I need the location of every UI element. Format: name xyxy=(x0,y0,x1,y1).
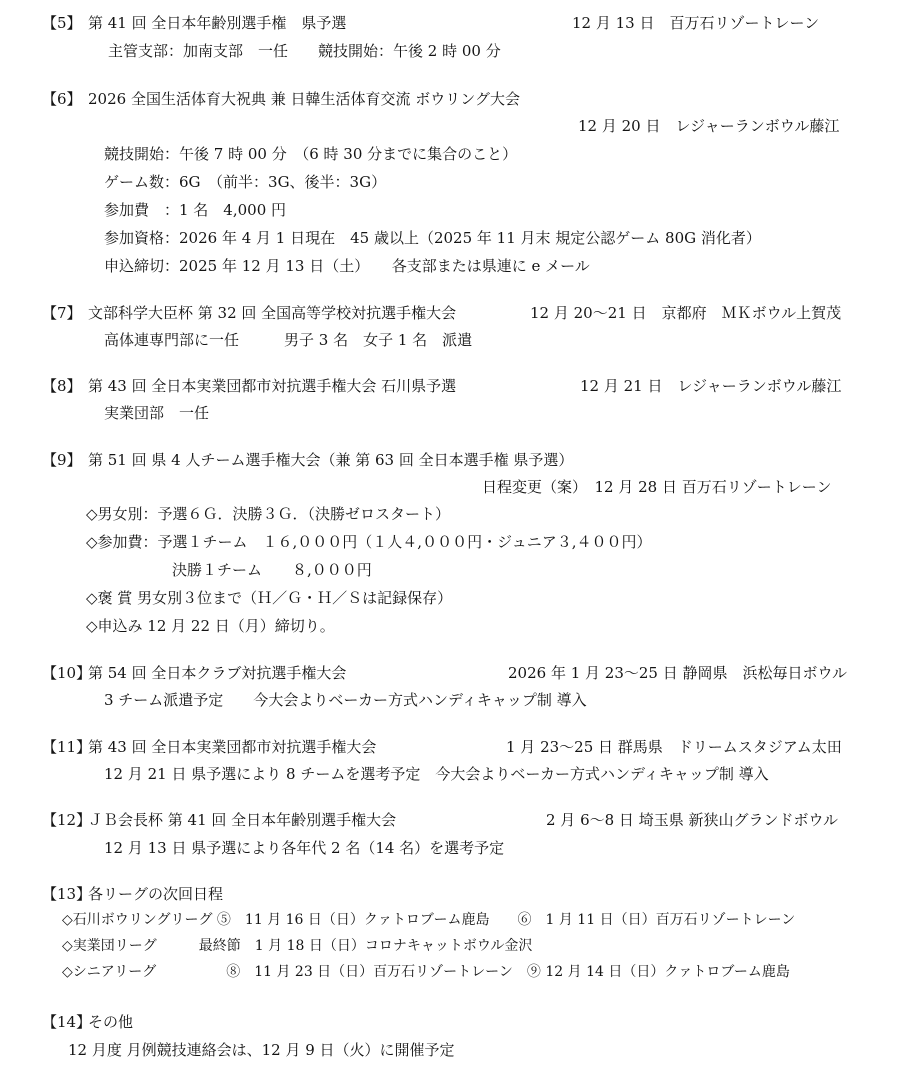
section-title: 第 41 回 全日本年齢別選手権 県予選 xyxy=(88,14,347,32)
section-detail: 12 月度 月例競技連絡会は、12 月 9 日（火）に開催予定 xyxy=(68,1041,455,1059)
section-date-venue: 1 月 23～25 日 群馬県 ドリームスタジアム太田 xyxy=(506,738,842,756)
section-detail: 高体連専門部に一任 男子 3 名 女子 1 名 派遣 xyxy=(104,331,473,349)
section-detail: 12 月 13 日 県予選により各年代 2 名（14 名）を選考予定 xyxy=(104,839,505,857)
section-number: 【14】 xyxy=(42,1013,92,1031)
section-detail: 3 チーム派遣予定 今大会よりベーカー方式ハンディキャップ制 導入 xyxy=(104,691,587,709)
section-number: 【8】 xyxy=(42,377,82,395)
section-date-venue: 12 月 13 日 百万石リゾートレーン xyxy=(572,14,820,32)
section-detail: ゲーム数：6G （前半：3G、後半：3G） xyxy=(104,173,387,191)
section-number: 【12】 xyxy=(42,811,92,829)
section-detail: ◇褒 賞 男女別３位まで（Ｈ／Ｇ・Ｈ／Ｓは記録保存） xyxy=(86,589,453,607)
section-detail: 申込締切：2025 年 12 月 13 日（土） 各支部または県連に e メール xyxy=(104,257,590,275)
section-date-venue: 12 月 21 日 レジャーランボウル藤江 xyxy=(580,377,842,395)
section-number: 【11】 xyxy=(42,738,92,756)
section-date-venue: 2026 年 1 月 23～25 日 静岡県 浜松毎日ボウル xyxy=(508,664,848,682)
section-detail: ◇男女別：予選６Ｇ．決勝３Ｇ．（決勝ゼロスタート） xyxy=(86,505,451,523)
section-date-venue: 12 月 20 日 レジャーランボウル藤江 xyxy=(578,117,840,135)
section-number: 【9】 xyxy=(42,451,82,469)
section-date-venue: 日程変更（案） 12 月 28 日 百万石リゾートレーン xyxy=(482,478,832,496)
section-detail: 12 月 21 日 県予選により 8 チームを選考予定 今大会よりベーカー方式ハンディキャップ制 導入 xyxy=(104,765,769,783)
section-title: 2026 全国生活体育大祝典 兼 日韓生活体育交流 ボウリング大会 xyxy=(88,90,520,108)
section-number: 【13】 xyxy=(42,885,92,903)
section-title: 第 43 回 全日本実業団都市対抗選手権大会 xyxy=(88,738,377,756)
section-detail: 決勝１チーム ８,０００円 xyxy=(172,561,372,579)
league-row: ◇実業団リーグ 最終節 1 月 18 日（日）コロナキャットボウル金沢 xyxy=(62,938,533,954)
section-title: 第 51 回 県 4 人チーム選手権大会（兼 第 63 回 全日本選手権 県予選） xyxy=(88,451,574,469)
section-title: その他 xyxy=(88,1013,134,1031)
section-title: 第 54 回 全日本クラブ対抗選手権大会 xyxy=(88,664,347,682)
league-row: ◇シニアリーグ ⑧ 11 月 23 日（日）百万石リゾートレーン ⑨ 12 月 14 日（日）クァトロブーム鹿島 xyxy=(62,964,790,980)
section-number: 【7】 xyxy=(42,304,82,322)
section-detail: 実業団部 一任 xyxy=(104,404,210,422)
section-title: 各リーグの次回日程 xyxy=(88,885,224,903)
section-detail: 参加費 ：1 名 4,000 円 xyxy=(104,201,287,219)
section-date-venue: 2 月 6～8 日 埼玉県 新狭山グランドボウル xyxy=(546,811,839,829)
section-title: 文部科学大臣杯 第 32 回 全国高等学校対抗選手権大会 xyxy=(88,304,457,322)
section-detail: ◇参加費：予選１チーム １６,０００円（１人４,０００円・ジュニア３,４００円） xyxy=(86,533,652,551)
section-number: 【6】 xyxy=(42,90,82,108)
section-number: 【10】 xyxy=(42,664,92,682)
section-title: 第 43 回 全日本実業団都市対抗選手権大会 石川県予選 xyxy=(88,377,457,395)
section-detail: ◇申込み 12 月 22 日（月）締切り。 xyxy=(86,617,335,635)
league-row: ◇石川ボウリングリーグ ⑤ 11 月 16 日（日）クァトロブーム鹿島 ⑥ 1 月 11 日（日）百万石リゾートレーン xyxy=(62,912,796,928)
section-date-venue: 12 月 20～21 日 京都府 ＭＫボウル上賀茂 xyxy=(530,304,842,322)
section-detail: 主管支部：加南支部 一任 競技開始：午後 2 時 00 分 xyxy=(108,42,501,60)
section-detail: 参加資格：2026 年 4 月 1 日現在 45 歳以上（2025 年 11 月末 規定公認ゲーム 80G 消化者） xyxy=(104,229,761,247)
section-title: ＪＢ会長杯 第 41 回 全日本年齢別選手権大会 xyxy=(88,811,397,829)
section-number: 【5】 xyxy=(42,14,82,32)
section-detail: 競技開始：午後 7 時 00 分 （6 時 30 分までに集合のこと） xyxy=(104,145,518,163)
